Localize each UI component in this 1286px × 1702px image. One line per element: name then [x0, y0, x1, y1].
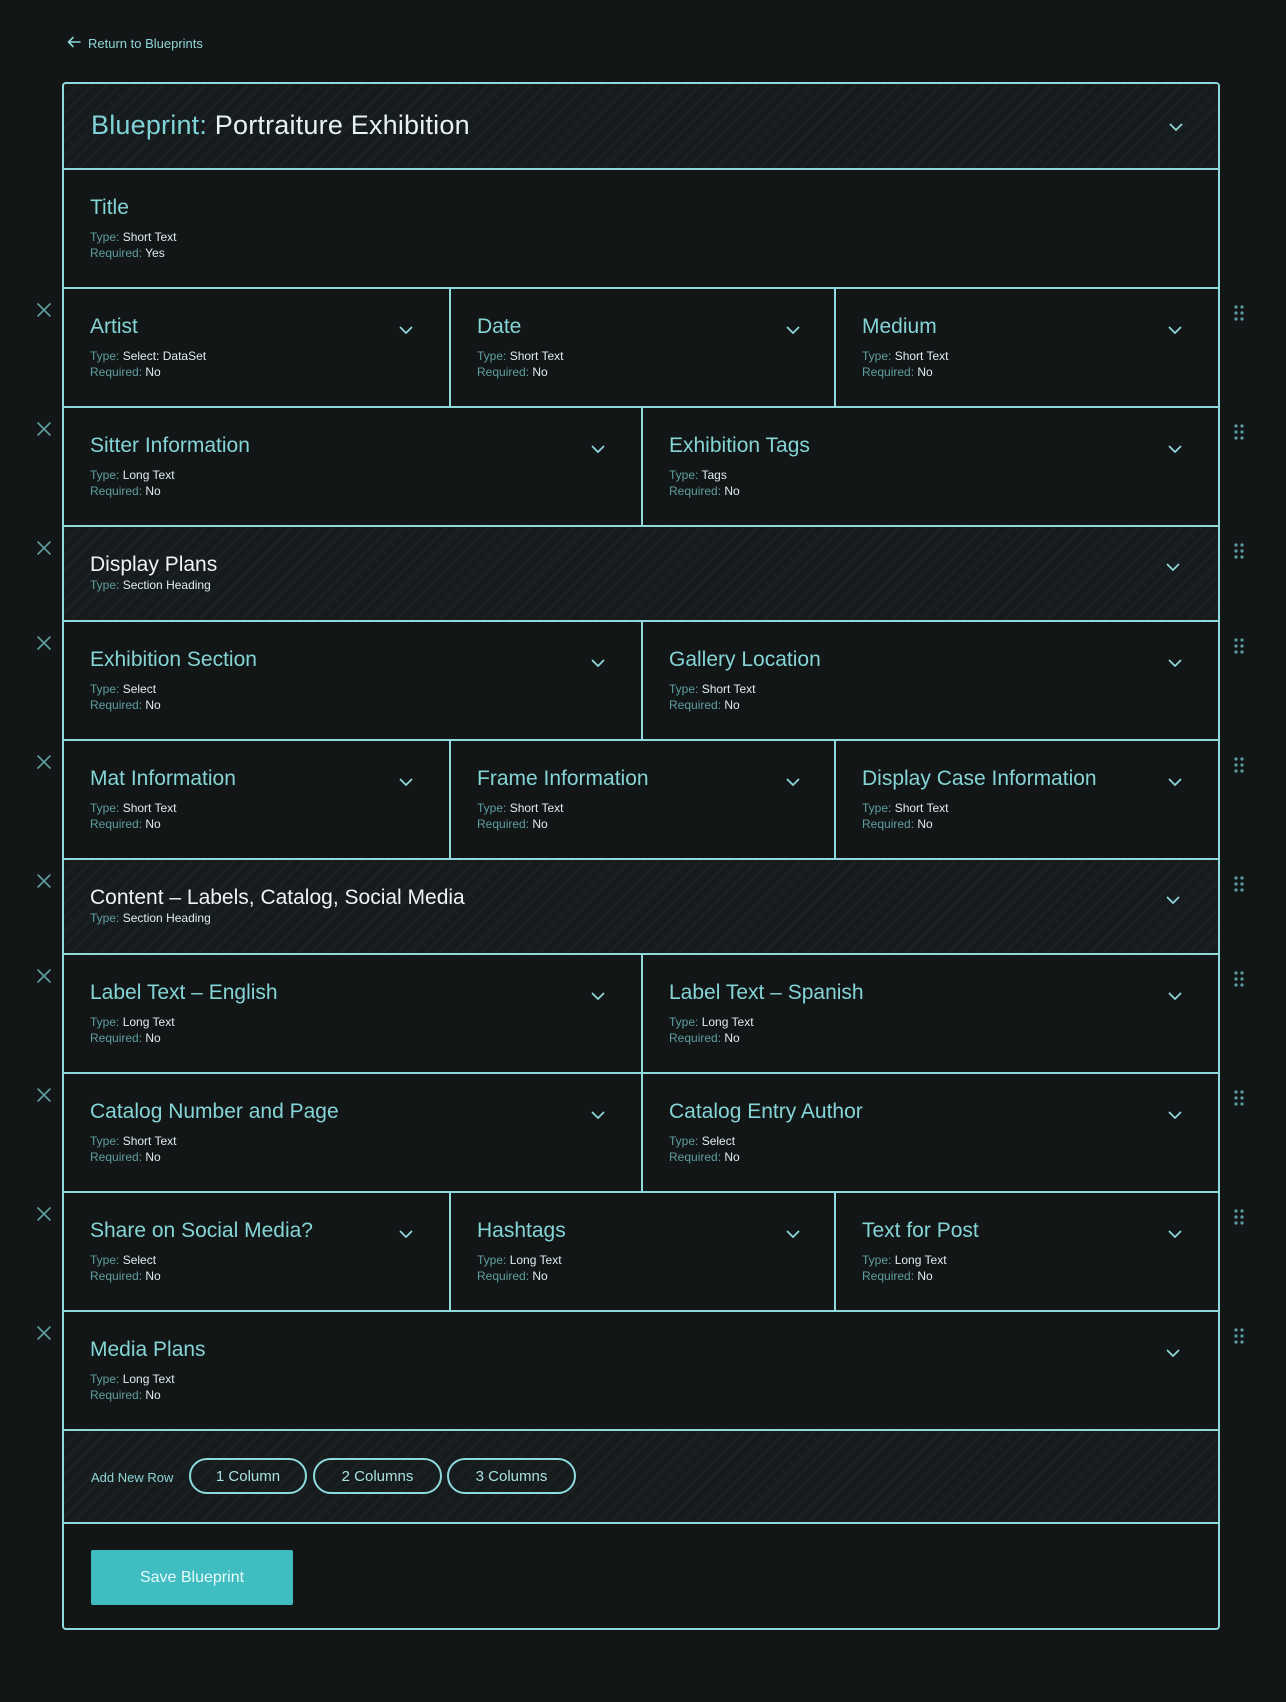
add-new-row-bar [64, 1431, 1218, 1524]
blueprint-header[interactable] [64, 84, 1218, 170]
close-icon[interactable] [36, 1325, 52, 1341]
type-value: Short Text [894, 801, 949, 815]
field-name: Exhibition Tags [669, 434, 810, 457]
type-value: Short Text [894, 349, 949, 363]
field-name: Medium [862, 315, 937, 338]
type-value: Short Text [122, 1134, 177, 1148]
type-value: Select [701, 1134, 736, 1148]
required-label: Required: [90, 1150, 143, 1164]
save-area [64, 1524, 1218, 1630]
required-value: No [917, 365, 933, 379]
blueprint-name: Portraiture Exhibition [214, 110, 470, 140]
type-label: Type: [90, 682, 120, 696]
field-row [64, 1312, 1218, 1431]
required-label: Required: [90, 1031, 143, 1045]
field-exhibition-tags[interactable] [641, 408, 1218, 525]
required-label: Required: [862, 1269, 915, 1283]
chevron-down-icon[interactable] [398, 1226, 414, 1242]
chevron-down-icon[interactable] [1167, 441, 1183, 457]
field-meta [669, 681, 756, 713]
required-value: No [917, 817, 933, 831]
field-meta [477, 1252, 562, 1284]
chevron-down-icon[interactable] [1167, 322, 1183, 338]
field-gallery-location[interactable] [641, 622, 1218, 739]
field-hashtags[interactable] [449, 1193, 834, 1310]
required-label: Required: [90, 698, 143, 712]
required-value: No [145, 817, 161, 831]
field-name: Catalog Number and Page [90, 1100, 339, 1123]
field-meta [90, 348, 206, 380]
field-row [64, 289, 1218, 408]
field-name: Label Text – English [90, 981, 278, 1004]
type-value: Select: DataSet [122, 349, 207, 363]
required-label: Required: [477, 1269, 530, 1283]
section-heading-title: Content – Labels, Catalog, Social Media [90, 886, 465, 909]
type-label: Type: [669, 1134, 699, 1148]
field-label-text-spanish[interactable] [641, 955, 1218, 1072]
required-value: No [145, 1150, 161, 1164]
chevron-down-icon[interactable] [1165, 559, 1181, 575]
field-sitter-information[interactable] [64, 408, 641, 525]
type-value: Long Text [701, 1015, 754, 1029]
close-icon[interactable] [36, 540, 52, 556]
close-icon[interactable] [36, 302, 52, 318]
type-label: Type: [90, 1015, 120, 1029]
required-value: No [145, 1031, 161, 1045]
type-value: Short Text [122, 801, 177, 815]
type-value: Short Text [509, 801, 564, 815]
required-value: No [532, 365, 548, 379]
type-label: Type: [477, 1253, 507, 1267]
chevron-down-icon[interactable] [590, 988, 606, 1004]
field-name: Gallery Location [669, 648, 821, 671]
type-label: Type: [90, 349, 120, 363]
type-value: Section Heading [122, 911, 211, 925]
close-icon[interactable] [36, 754, 52, 770]
return-to-blueprints-link[interactable] [66, 34, 203, 53]
type-value: Section Heading [122, 578, 211, 592]
field-meta [90, 681, 161, 713]
required-label: Required: [477, 817, 530, 831]
required-label: Required: [90, 484, 143, 498]
required-label: Required: [90, 1269, 143, 1283]
chevron-down-icon[interactable] [1165, 892, 1181, 908]
drag-handle-icon[interactable] [1234, 876, 1244, 892]
field-mat-information[interactable] [64, 741, 449, 858]
field-meta [90, 1133, 177, 1165]
drag-handle-icon[interactable] [1234, 1209, 1244, 1225]
type-label: Type: [477, 801, 507, 815]
required-label: Required: [477, 365, 530, 379]
field-row [64, 741, 1218, 860]
add-1-column-button[interactable]: 1 Column [189, 1458, 307, 1494]
close-icon[interactable] [36, 1206, 52, 1222]
close-icon[interactable] [36, 421, 52, 437]
page-title [91, 110, 470, 141]
required-label: Required: [862, 817, 915, 831]
field-name: Media Plans [90, 1338, 206, 1361]
field-name: Title [90, 196, 129, 219]
field-name: Frame Information [477, 767, 649, 790]
field-date[interactable] [449, 289, 834, 406]
field-row [64, 408, 1218, 527]
add-3-columns-button[interactable]: 3 Columns [447, 1458, 576, 1494]
required-value: No [724, 698, 740, 712]
chevron-down-icon[interactable] [398, 774, 414, 790]
required-label: Required: [862, 365, 915, 379]
field-text-for-post[interactable] [834, 1193, 1218, 1310]
chevron-down-icon[interactable] [785, 1226, 801, 1242]
field-meta [669, 1014, 754, 1046]
field-name: Catalog Entry Author [669, 1100, 863, 1123]
blueprint-prefix: Blueprint: [91, 110, 208, 140]
chevron-down-icon[interactable] [1167, 774, 1183, 790]
field-name: Share on Social Media? [90, 1219, 313, 1242]
section-heading-display-plans[interactable] [64, 527, 1218, 620]
field-name: Mat Information [90, 767, 236, 790]
type-value: Short Text [701, 682, 756, 696]
field-artist[interactable] [64, 289, 449, 406]
type-label: Type: [90, 911, 120, 925]
required-label: Required: [669, 1150, 722, 1164]
type-label: Type: [862, 1253, 892, 1267]
save-blueprint-button[interactable]: Save Blueprint [91, 1550, 293, 1605]
chevron-down-icon[interactable] [1165, 1345, 1181, 1361]
required-value: No [917, 1269, 933, 1283]
field-name: Hashtags [477, 1219, 566, 1242]
section-heading-title: Display Plans [90, 553, 218, 576]
add-new-row-label: Add New Row [91, 1470, 174, 1485]
close-icon[interactable] [36, 635, 52, 651]
field-row [64, 1074, 1218, 1193]
type-value: Long Text [122, 468, 175, 482]
type-value: Long Text [122, 1372, 175, 1386]
field-meta [90, 1371, 175, 1403]
type-value: Long Text [509, 1253, 562, 1267]
close-icon[interactable] [36, 873, 52, 889]
type-label: Type: [90, 468, 120, 482]
required-label: Required: [669, 1031, 722, 1045]
type-label: Type: [90, 230, 120, 244]
type-value: Short Text [509, 349, 564, 363]
field-exhibition-section[interactable] [64, 622, 641, 739]
field-name: Sitter Information [90, 434, 250, 457]
section-heading-row[interactable] [64, 860, 1218, 955]
field-catalog-entry-author[interactable] [641, 1074, 1218, 1191]
field-medium[interactable] [834, 289, 1218, 406]
required-value: No [724, 484, 740, 498]
chevron-down-icon[interactable] [590, 1107, 606, 1123]
field-name: Exhibition Section [90, 648, 257, 671]
required-value: No [145, 365, 161, 379]
type-value: Select [122, 1253, 157, 1267]
field-row [64, 622, 1218, 741]
chevron-down-icon[interactable] [590, 441, 606, 457]
field-name: Artist [90, 315, 138, 338]
section-heading-row[interactable] [64, 527, 1218, 622]
required-label: Required: [90, 246, 143, 260]
section-heading-content-labels-catalog-social-media[interactable] [64, 860, 1218, 953]
arrow-left-icon [66, 34, 82, 53]
chevron-down-icon[interactable] [1167, 988, 1183, 1004]
field-meta [90, 800, 177, 832]
type-label: Type: [862, 349, 892, 363]
blueprint-editor [62, 82, 1220, 1630]
type-value: Tags [701, 468, 727, 482]
field-meta [862, 1252, 947, 1284]
field-title[interactable] [64, 170, 1218, 287]
field-share-on-social-media[interactable] [64, 1193, 449, 1310]
return-link-label: Return to Blueprints [88, 36, 203, 51]
required-label: Required: [90, 365, 143, 379]
field-row [64, 1193, 1218, 1312]
chevron-down-icon[interactable] [785, 322, 801, 338]
type-value: Long Text [122, 1015, 175, 1029]
chevron-down-icon[interactable] [590, 655, 606, 671]
type-label: Type: [669, 682, 699, 696]
required-value: Yes [145, 246, 165, 260]
field-meta [862, 800, 949, 832]
chevron-down-icon[interactable] [1168, 119, 1184, 135]
type-label: Type: [90, 1253, 120, 1267]
drag-handle-icon[interactable] [1234, 1090, 1244, 1106]
field-meta [477, 348, 564, 380]
field-media-plans[interactable] [64, 1312, 1218, 1429]
type-label: Type: [669, 468, 699, 482]
field-name: Text for Post [862, 1219, 979, 1242]
drag-handle-icon[interactable] [1234, 971, 1244, 987]
field-meta [90, 229, 177, 261]
chevron-down-icon[interactable] [1167, 1107, 1183, 1123]
field-meta [477, 800, 564, 832]
add-2-columns-button[interactable]: 2 Columns [313, 1458, 442, 1494]
required-value: No [145, 1388, 161, 1402]
field-meta [669, 1133, 740, 1165]
type-value: Long Text [894, 1253, 947, 1267]
required-value: No [145, 698, 161, 712]
type-label: Type: [477, 349, 507, 363]
field-meta [862, 348, 949, 380]
required-value: No [532, 1269, 548, 1283]
field-name: Date [477, 315, 522, 338]
required-value: No [145, 484, 161, 498]
type-label: Type: [90, 1134, 120, 1148]
type-label: Type: [90, 1372, 120, 1386]
field-meta [669, 467, 740, 499]
section-heading-meta [90, 577, 211, 593]
type-label: Type: [90, 578, 120, 592]
drag-handle-icon[interactable] [1234, 424, 1244, 440]
required-label: Required: [669, 484, 722, 498]
field-meta [90, 1014, 175, 1046]
chevron-down-icon[interactable] [785, 774, 801, 790]
type-value: Short Text [122, 230, 177, 244]
field-rows [64, 170, 1218, 1431]
field-row [64, 955, 1218, 1074]
field-meta [90, 467, 175, 499]
chevron-down-icon[interactable] [1167, 655, 1183, 671]
drag-handle-icon[interactable] [1234, 305, 1244, 321]
required-value: No [532, 817, 548, 831]
type-value: Select [122, 682, 157, 696]
required-label: Required: [90, 817, 143, 831]
type-label: Type: [90, 801, 120, 815]
type-label: Type: [669, 1015, 699, 1029]
drag-handle-icon[interactable] [1234, 1328, 1244, 1344]
close-icon[interactable] [36, 1087, 52, 1103]
drag-handle-icon[interactable] [1234, 638, 1244, 654]
chevron-down-icon[interactable] [1167, 1226, 1183, 1242]
field-frame-information[interactable] [449, 741, 834, 858]
field-name: Display Case Information [862, 767, 1097, 790]
required-label: Required: [90, 1388, 143, 1402]
required-value: No [145, 1269, 161, 1283]
field-display-case-information[interactable] [834, 741, 1218, 858]
section-heading-meta [90, 910, 211, 926]
field-label-text-english[interactable] [64, 955, 641, 1072]
field-row [64, 170, 1218, 289]
close-icon[interactable] [36, 968, 52, 984]
field-meta [90, 1252, 161, 1284]
chevron-down-icon[interactable] [398, 322, 414, 338]
field-name: Label Text – Spanish [669, 981, 864, 1004]
drag-handle-icon[interactable] [1234, 757, 1244, 773]
required-label: Required: [669, 698, 722, 712]
required-value: No [724, 1150, 740, 1164]
type-label: Type: [862, 801, 892, 815]
required-value: No [724, 1031, 740, 1045]
drag-handle-icon[interactable] [1234, 543, 1244, 559]
field-catalog-number-and-page[interactable] [64, 1074, 641, 1191]
